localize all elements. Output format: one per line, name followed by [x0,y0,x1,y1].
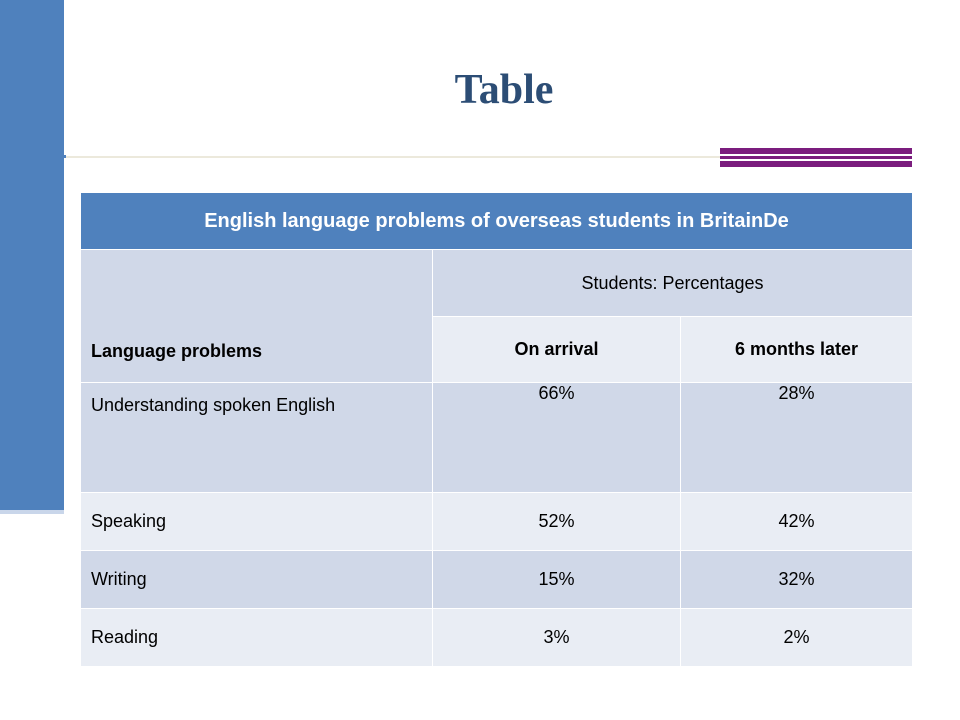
table-row [81,383,913,493]
table-row [81,493,913,551]
row-label: Speaking [81,493,433,551]
group-header-students-percentages: Students: Percentages [433,250,913,317]
on-arrival-value: 3% [433,609,681,667]
row-header-language-problems: Language problems [81,250,433,383]
left-accent-bar-shadow [0,510,64,514]
column-header-on-arrival: On arrival [433,317,681,383]
table-caption: English language problems of overseas students in BritainDe [81,193,913,250]
purple-accent-bar-top [720,148,912,154]
on-arrival-value: 15% [433,551,681,609]
six-months-value: 32% [681,551,913,609]
purple-accent-bar-middle [720,156,912,159]
language-problems-table [80,192,913,667]
on-arrival-value: 52% [433,493,681,551]
row-label: Understanding spoken English [81,383,433,493]
six-months-value: 28% [681,383,913,493]
on-arrival-value: 66% [433,383,681,493]
six-months-value: 42% [681,493,913,551]
table-row [81,551,913,609]
column-header-six-months-later: 6 months later [681,317,913,383]
six-months-value: 2% [681,609,913,667]
title-divider-tick [40,155,66,158]
purple-accent-bar-bottom [720,161,912,167]
row-label: Reading [81,609,433,667]
row-label: Writing [81,551,433,609]
slide-title: Table [454,67,554,113]
table-row [81,609,913,667]
